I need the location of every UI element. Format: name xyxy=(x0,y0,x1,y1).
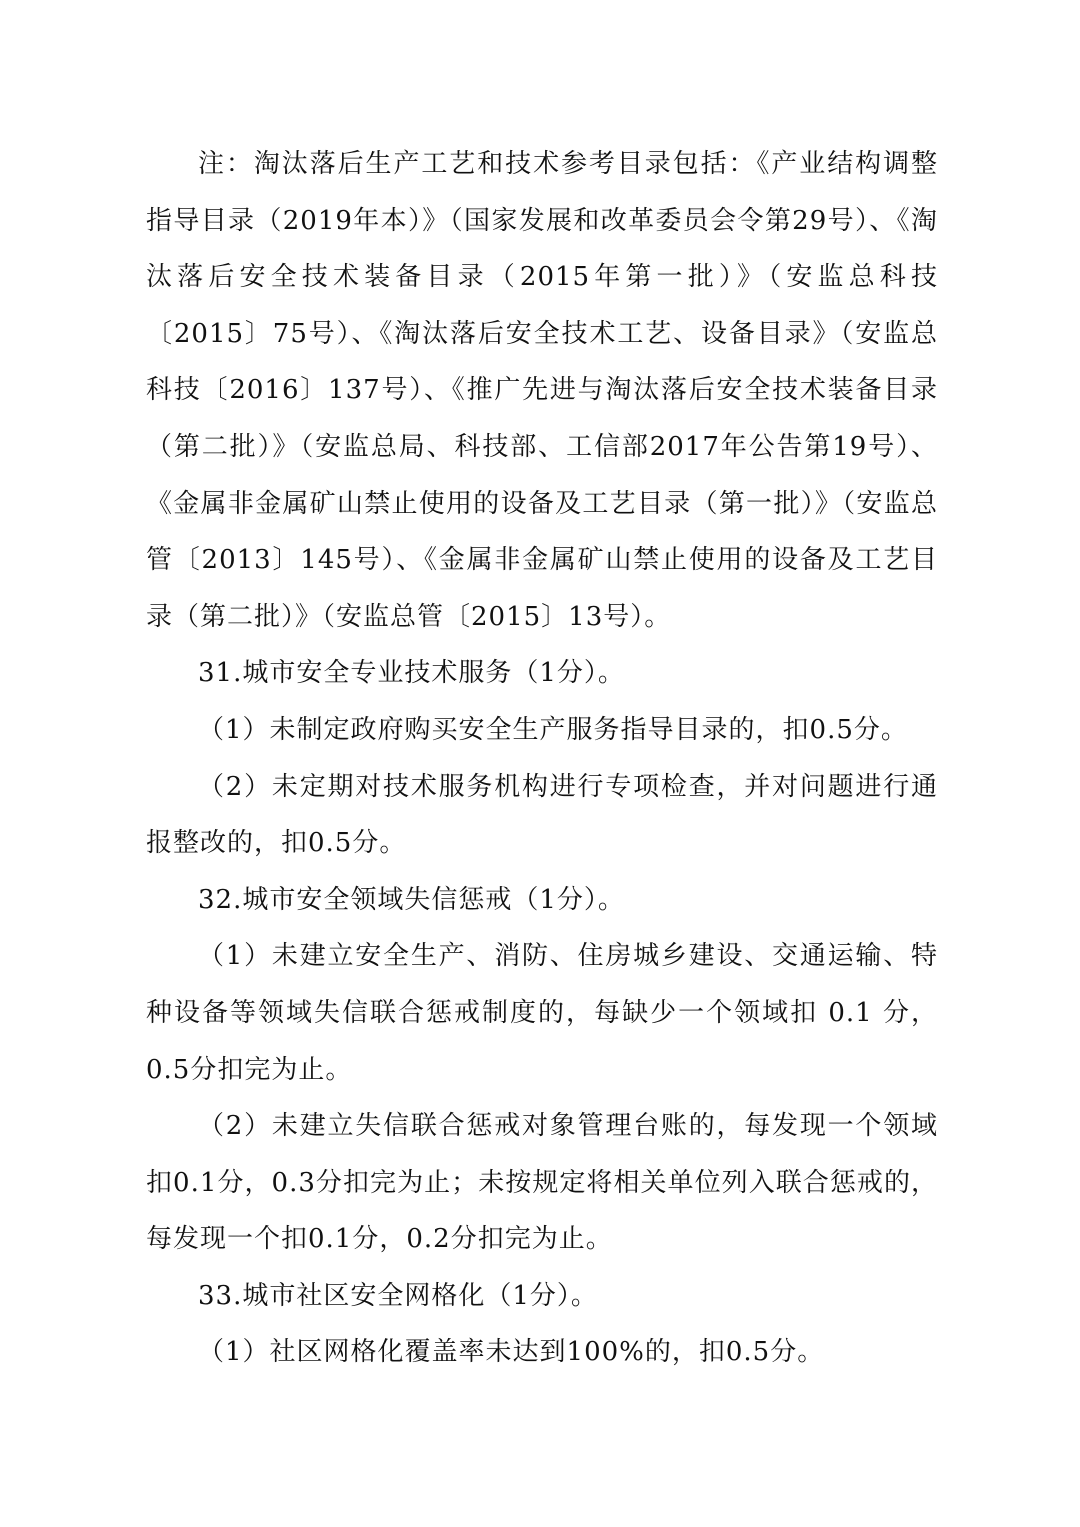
item-33-heading: 33.城市社区安全网格化（1分）。 xyxy=(198,1280,598,1311)
item-31-clause-1: （1）未制定政府购买安全生产服务指导目录的，扣0.5分。 xyxy=(198,714,908,745)
item-32-clause-2: （2）未建立失信联合惩戒对象管理台账的，每发现一个领域扣0.1分，0.3分扣完为止；未按规定将相关单位列入联合惩戒的，每发现一个扣0.1分，0.2分扣完为止。 xyxy=(146,1111,938,1255)
note-paragraph: 注：淘汰落后生产工艺和技术参考目录包括：《产业结构调整指导目录（2019年本）》（国家发展和改革委员会令第29号）、《淘汰落后安全技术装备目录（2015年第一批）》（安监总科技〔2015〕75号）、《淘汰落后安全技术工艺、设备目录》（安监总科技〔2016〕137号）、《推广先进与淘汰落后安全技术装备目录（第二批）》（安监总局、科技部、工信部2017年公告第19号）、《金属非金属矿山禁止使用的设备及工艺目录（第一批）》（安监总管〔2013〕145号）、《金属非金属矿山禁止使用的设备及工艺目录（第二批）》（安监总管〔2015〕13号）。 xyxy=(146,149,938,632)
item-33-clause-1: （1）社区网格化覆盖率未达到100%的，扣0.5分。 xyxy=(198,1337,825,1368)
item-31-clause-2: （2）未定期对技术服务机构进行专项检查，并对问题进行通报整改的，扣0.5分。 xyxy=(146,771,938,859)
item-32-clause-1: （1）未建立安全生产、消防、住房城乡建设、交通运输、特种设备等领域失信联合惩戒制度的，每缺少一个领域扣 0.1 分，0.5分扣完为止。 xyxy=(146,941,938,1085)
item-32-heading: 32.城市安全领域失信惩戒（1分）。 xyxy=(198,884,625,915)
item-31-heading: 31.城市安全专业技术服务（1分）。 xyxy=(198,658,625,689)
document-body xyxy=(146,136,938,1381)
